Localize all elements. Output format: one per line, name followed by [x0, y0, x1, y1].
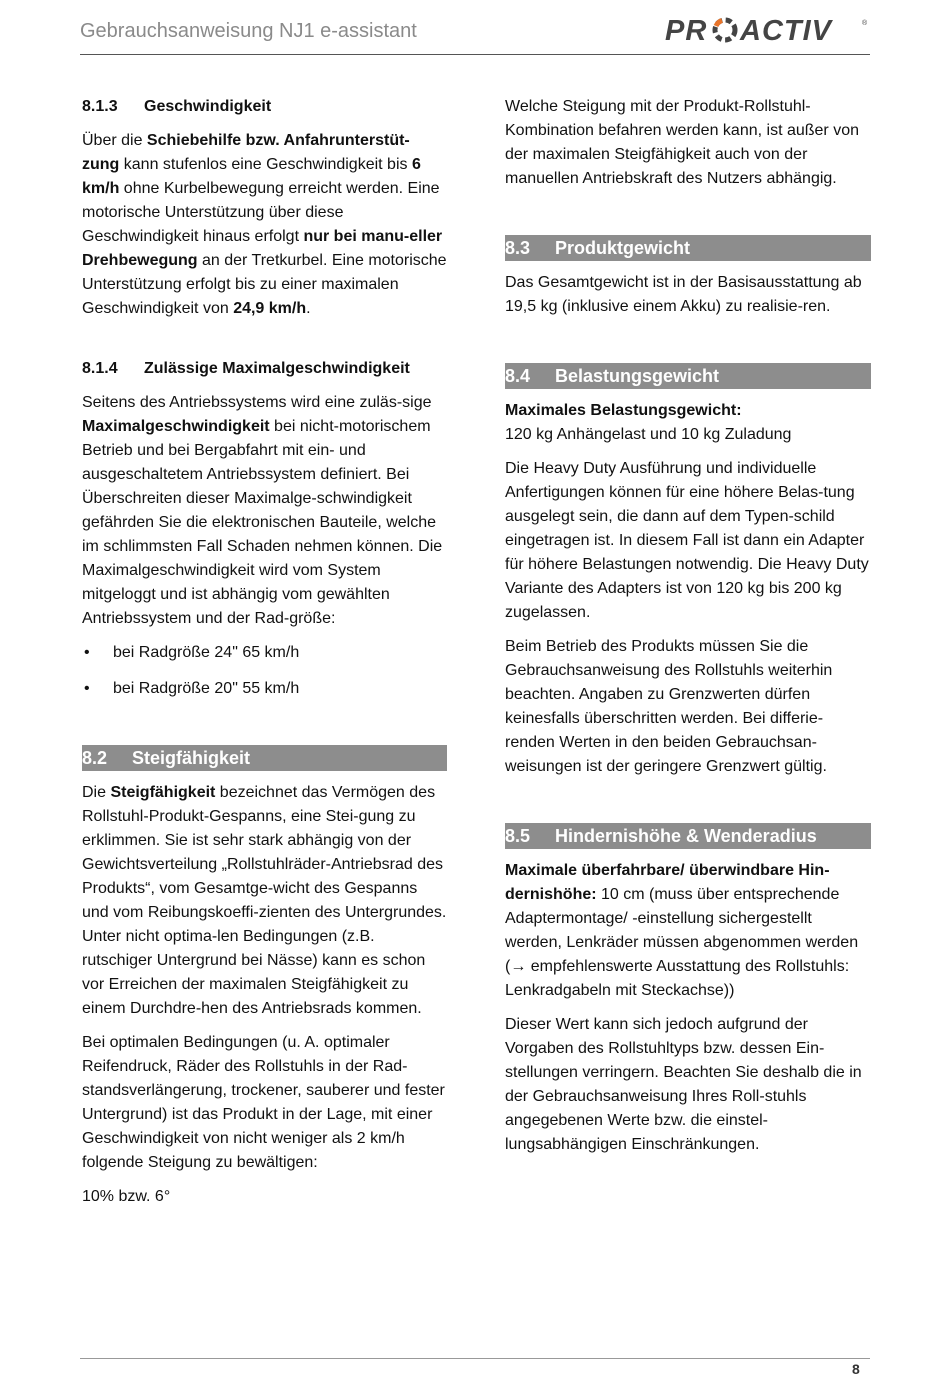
text: Die — [82, 784, 111, 801]
list-item — [82, 641, 447, 665]
list-item-text: bei Radgröße 24" 65 km/h — [113, 644, 300, 661]
svg-text:ACTIV: ACTIV — [740, 15, 832, 47]
section-number: 8.3 — [505, 238, 531, 258]
right-column — [505, 95, 871, 1167]
text: 10 cm (muss über entsprechende Adaptermontage/ -einstellung sichergestellt werden, Lenkräder müssen abgenommen werden ( — [505, 886, 859, 975]
heading-number: 8.1.3 — [82, 98, 118, 115]
arrow-right-icon: → — [510, 958, 527, 975]
text: empfehlenswerte Ausstattung des Rollstuhls: Lenkradgabeln mit Steckachse)) — [505, 958, 850, 999]
bullet-icon: • — [84, 680, 90, 697]
bullet-icon: • — [84, 644, 90, 661]
svg-text:®: ® — [862, 20, 868, 27]
proactiv-logo — [665, 13, 870, 47]
section-number: 8.2 — [82, 748, 108, 768]
text: . — [306, 300, 311, 317]
section-title: Produktgewicht — [555, 238, 691, 258]
section-title: Hindernishöhe & Wenderadius — [555, 826, 817, 846]
bold-text: Maximales Belastungsgewicht: — [505, 402, 742, 419]
section-header-8-3 — [505, 235, 871, 261]
paragraph-gradient: 10% bzw. 6° — [82, 1188, 171, 1205]
wheel-size-list — [82, 641, 447, 701]
paragraph-note: Dieser Wert kann sich jedoch aufgrund der Vorgaben des Rollstuhltyps bzw. dessen Ein-stellungen verringern. Beachten Sie deshalb die in der Gebrauchsanweisung Ihres Roll-stuhls angegebenen Werte bzw. die einstel-lungsabhängigen Einschränkungen. — [505, 1016, 862, 1153]
text: ohne Kurbelbewegung erreicht werden. Eine motorische Unterstützung über diese Geschwindigkeit hinaus erfolgt — [82, 180, 440, 245]
text: Über die — [82, 132, 147, 149]
document-title: Gebrauchsanweisung NJ1 e-assistant — [80, 20, 417, 42]
heading-number: 8.1.4 — [82, 360, 118, 377]
footer-divider — [80, 1358, 870, 1359]
page-number: 8 — [852, 1361, 860, 1377]
bold-text: Maximalgeschwindigkeit — [82, 418, 270, 435]
paragraph-intro: Welche Steigung mit der Produkt-Rollstuhl-Kombination befahren werden kann, ist außer von der maximalen Steigfähigkeit auch von der manuellen Antriebskraft des Nutzers abhängig. — [505, 98, 859, 187]
heading-8-1-4 — [82, 357, 447, 381]
bold-text: 6 km/h — [82, 156, 421, 197]
paragraph-operation: Beim Betrieb des Produkts müssen Sie die Gebrauchsanweisung des Rollstuhls weiterhin beachten. Angaben zu Grenzwerten dürfen keinesfalls überschritten werden. Bei differie-renden Werten in den beiden Gebrauchsan-weisungen ist der geringere Grenzwert gültig. — [505, 638, 833, 775]
section-title: Belastungsgewicht — [555, 366, 720, 386]
section-number: 8.4 — [505, 366, 531, 386]
section-title: Steigfähigkeit — [132, 748, 251, 768]
text: bei nicht-motorischem Betrieb und bei Bergabfahrt mit ein- und ausgeschaltetem Antriebssystem definiert. Bei Überschreiten dieser Maximalge-schwindigkeit gefährden Sie die elektronischen Bauteile, welche im schlimmsten Fall Schaden nehmen können. Die Maximalgeschwindigkeit wird vom System mitgeloggt und ist abhängig vom gewählten Antriebssystem und der Rad-größe: — [82, 418, 443, 627]
text: bezeichnet das Vermögen des Rollstuhl-Produkt-Gespanns, eine Stei-gung zu erklimmen. Sie ist sehr stark abhängig von der Gewichtsverteilung „Rollstuhlräder-Antriebsrad des Produkts“, vom Gesamtge-wicht des Gespanns und vom Reibungskoeffi-zienten des Untergrundes. Unter nicht optima-len Bedingungen (z.B. rutschiger Untergrund bei Nässe) kann es schon vor Erreichen der maximalen Steigfähigkeit zu einem Durchdre-hen des Antriebsrads kommen. — [82, 784, 447, 1017]
text: an der Tretkurbel. Eine motorische Unterstützung erfolgt bis zu einer maximalen Geschwindigkeit von — [82, 252, 447, 317]
bold-text: Schiebehilfe bzw. Anfahrunterstüt-zung — [82, 132, 410, 173]
bold-text: Steigfähigkeit — [110, 784, 216, 801]
paragraph-load — [505, 399, 871, 447]
text: kann stufenlos eine Geschwindigkeit bis — [119, 156, 412, 173]
logo-graphic — [665, 13, 870, 47]
paragraph-optimal: Bei optimalen Bedingungen (u. A. optimaler Reifendruck, Räder des Rollstuhls in der Rad-standsverlängerung, trockener, sauberer und fester Untergrund) ist das Produkt in der Lage, mit einer Geschwindigkeit von nicht weniger als 2 km/h folgende Steigung zu bewältigen: — [82, 1034, 445, 1171]
heading-text: Zulässige Maximalgeschwindigkeit — [144, 360, 410, 377]
paragraph-climbing — [82, 781, 447, 1021]
svg-text:PR: PR — [665, 15, 708, 47]
page-header — [80, 0, 870, 55]
section-header-8-5 — [505, 823, 871, 849]
bold-text: nur bei manu-eller Drehbewegung — [82, 228, 443, 269]
paragraph-weight: Das Gesamtgewicht ist in der Basisausstattung ab 19,5 kg (inklusive einem Akku) zu realisie-ren. — [505, 274, 862, 315]
paragraph-obstacle — [505, 859, 871, 1003]
section-header-8-4 — [505, 363, 871, 389]
paragraph-heavy-duty: Die Heavy Duty Ausführung und individuelle Anfertigungen können für eine höhere Belas-tung ausgelegt sein, die dann auf dem Typen-schild eingetragen ist. In diesem Fall ist dann ein Adapter für höhere Belastungen notwendig. Die Heavy Duty Variante des Adapters ist von 120 kg bis 200 kg zugelassen. — [505, 460, 869, 621]
bold-text: 24,9 km/h — [233, 300, 307, 317]
left-column — [82, 95, 447, 1219]
text: Seitens des Antriebssystems wird eine zuläs-sige — [82, 394, 432, 411]
heading-text: Geschwindigkeit — [144, 98, 272, 115]
bold-text: Maximale überfahrbare/ überwindbare Hin-dernishöhe: — [505, 862, 830, 903]
list-item — [82, 677, 447, 701]
section-header-8-2 — [82, 745, 447, 771]
text: 120 kg Anhängelast und 10 kg Zuladung — [505, 426, 792, 443]
section-number: 8.5 — [505, 826, 531, 846]
heading-8-1-3 — [82, 95, 447, 119]
list-item-text: bei Radgröße 20" 55 km/h — [113, 680, 300, 697]
paragraph-max-speed — [82, 391, 447, 631]
paragraph-speed — [82, 129, 447, 321]
